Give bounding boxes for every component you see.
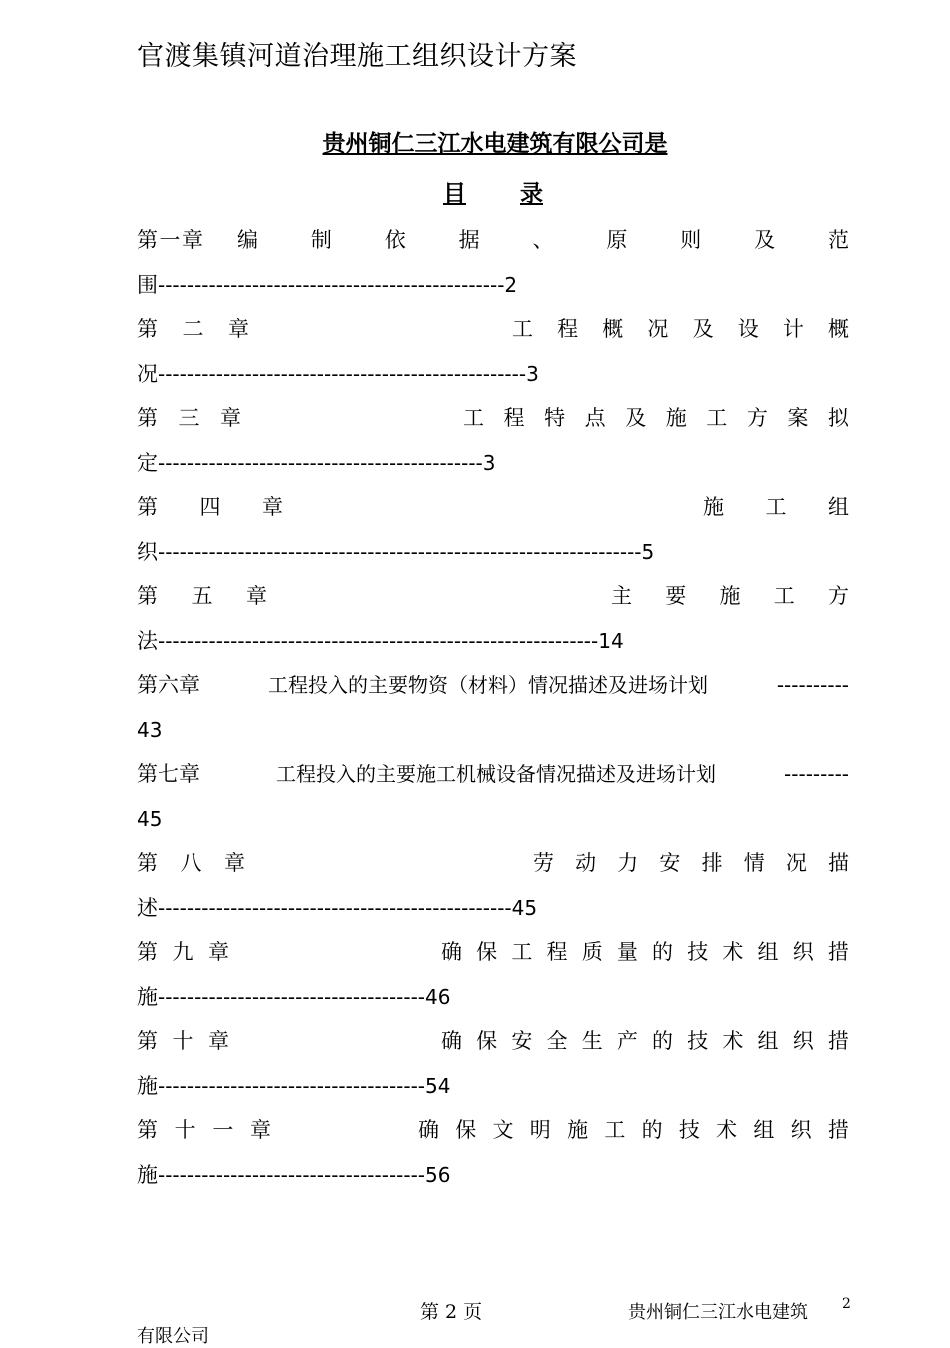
toc-title-end: 施 [137, 1162, 158, 1187]
toc-chapter-label: 第 一 章 [137, 228, 203, 252]
toc-chapter-title: 劳 动 力 安 排 情 况 描 [533, 851, 849, 875]
footer-page-label: 第 2 页 [420, 1301, 483, 1323]
toc-chapter-title: 工程投入的主要物资（材料）情况描述及进场计划 [268, 673, 708, 697]
table-of-contents [137, 222, 849, 1201]
toc-entry[interactable] [137, 934, 849, 1023]
toc-entry-line-1 [137, 934, 849, 979]
toc-chapter-label: 第 九 章 [137, 940, 229, 964]
toc-leader-dashes: ------------------------------------- [158, 1162, 426, 1187]
toc-entry-line-2 [137, 534, 849, 579]
toc-title-end: 织 [137, 539, 158, 564]
toc-entry-line-2 [137, 979, 849, 1024]
toc-title-end: 施 [137, 984, 158, 1009]
toc-entry-line-1 [137, 578, 849, 623]
toc-entry-line-1 [137, 400, 849, 445]
toc-entry[interactable] [137, 311, 849, 400]
toc-page-number: 2 [504, 272, 518, 297]
toc-entry-line-2 [137, 267, 849, 312]
toc-chapter-title: 工 程 特 点 及 施 工 方 案 拟 [463, 406, 849, 430]
toc-entry-line-1 [137, 1112, 849, 1157]
toc-chapter-title: 工程投入的主要施工机械设备情况描述及进场计划 [276, 762, 716, 786]
toc-entry-line-2 [137, 712, 849, 757]
toc-entry-line-2 [137, 445, 849, 490]
toc-title-end: 施 [137, 1073, 158, 1098]
toc-page-number: 3 [482, 450, 496, 475]
toc-title-end: 围 [137, 272, 158, 297]
footer-company-cont: 有限公司 [137, 1326, 209, 1347]
footer-company: 贵州铜仁三江水电建筑 [628, 1302, 808, 1323]
toc-leader-dashes: --------- [784, 762, 849, 786]
toc-entry-line-1 [137, 311, 849, 356]
toc-chapter-title: 确 保 文 明 施 工 的 技 术 组 织 措 [418, 1118, 849, 1142]
toc-chapter-title: 施 工 组 [703, 495, 849, 519]
toc-leader-dashes: --------------------------------------------- [158, 450, 483, 475]
toc-chapter-label: 第 八 章 [137, 851, 245, 875]
toc-leader-dashes: ------------------------------------------------------------- [158, 628, 599, 653]
toc-chapter-label: 第 二 章 [137, 317, 249, 341]
toc-entry-line-2 [137, 623, 849, 668]
toc-page-number: 45 [511, 895, 538, 920]
toc-entry-line-1 [137, 222, 849, 267]
toc-page-number: 5 [641, 539, 655, 564]
toc-entry[interactable] [137, 1023, 849, 1112]
toc-chapter-title: 确 保 工 程 质 量 的 技 术 组 织 措 [441, 940, 849, 964]
toc-leader-dashes: ------------------------------------- [158, 984, 426, 1009]
toc-title-end: 定 [137, 450, 158, 475]
toc-chapter-label: 第 五 章 [137, 584, 267, 608]
toc-entry[interactable] [137, 756, 849, 845]
toc-leader-dashes: ------------------------------------------------------------------- [158, 539, 642, 564]
toc-page-number: 14 [598, 628, 624, 653]
footer-page-number: 2 [842, 1296, 851, 1312]
toc-chapter-label: 第 四 章 [137, 495, 283, 519]
toc-page-number: 56 [425, 1162, 451, 1187]
toc-heading [443, 175, 543, 208]
toc-chapter-label: 第七章 [137, 762, 200, 786]
toc-chapter-title: 编 制 依 据 、 原 则 及 范 [237, 228, 849, 252]
toc-entry-line-1 [137, 1023, 849, 1068]
toc-entry[interactable] [137, 489, 849, 578]
toc-entry-line-2 [137, 1068, 849, 1113]
toc-heading-char-1: 目 [443, 180, 466, 207]
toc-leader-dashes: ---------- [776, 673, 849, 697]
toc-heading-char-2: 录 [520, 180, 543, 207]
company-title: 贵州铜仁三江水电建筑有限公司是 [322, 130, 668, 157]
toc-entry-line-1 [137, 489, 849, 534]
toc-entry[interactable] [137, 578, 849, 667]
toc-title-end: 述 [137, 895, 158, 920]
document-header-title: 官渡集镇河道治理施工组织设计方案 [137, 41, 577, 72]
toc-page-number: 46 [425, 984, 451, 1009]
toc-entry[interactable] [137, 400, 849, 489]
toc-title-end: 况 [137, 361, 158, 386]
toc-chapter-title: 工 程 概 况 及 设 计 概 [512, 317, 849, 341]
toc-entry[interactable] [137, 1112, 849, 1201]
toc-chapter-title: 确 保 安 全 生 产 的 技 术 组 织 措 [441, 1029, 849, 1053]
toc-title-end: 法 [137, 628, 158, 653]
toc-entry-line-2 [137, 356, 849, 401]
toc-entry[interactable] [137, 667, 849, 756]
toc-entry-line-2 [137, 1157, 849, 1202]
toc-chapter-label: 第 十 一 章 [137, 1118, 271, 1142]
toc-leader-dashes: --------------------------------------------------- [158, 361, 527, 386]
toc-leader-dashes: ------------------------------------------------ [158, 272, 505, 297]
toc-entry-line-1 [137, 667, 849, 712]
toc-page-number: 45 [137, 806, 163, 831]
toc-page-number: 3 [526, 361, 539, 386]
toc-chapter-label: 第 十 章 [137, 1029, 229, 1053]
toc-chapter-label: 第 三 章 [137, 406, 241, 430]
toc-page-number: 43 [137, 717, 163, 742]
toc-leader-dashes: ------------------------------------------------- [158, 895, 512, 920]
toc-leader-dashes: ------------------------------------- [158, 1073, 426, 1098]
toc-entry-line-1 [137, 756, 849, 801]
toc-chapter-title: 主 要 施 工 方 [611, 584, 849, 608]
toc-chapter-label: 第六章 [137, 673, 200, 697]
toc-entry[interactable] [137, 222, 849, 311]
toc-entry-line-1 [137, 845, 849, 890]
toc-entry-line-2 [137, 890, 849, 935]
toc-entry[interactable] [137, 845, 849, 934]
toc-page-number: 54 [425, 1073, 451, 1098]
toc-entry-line-2 [137, 801, 849, 846]
